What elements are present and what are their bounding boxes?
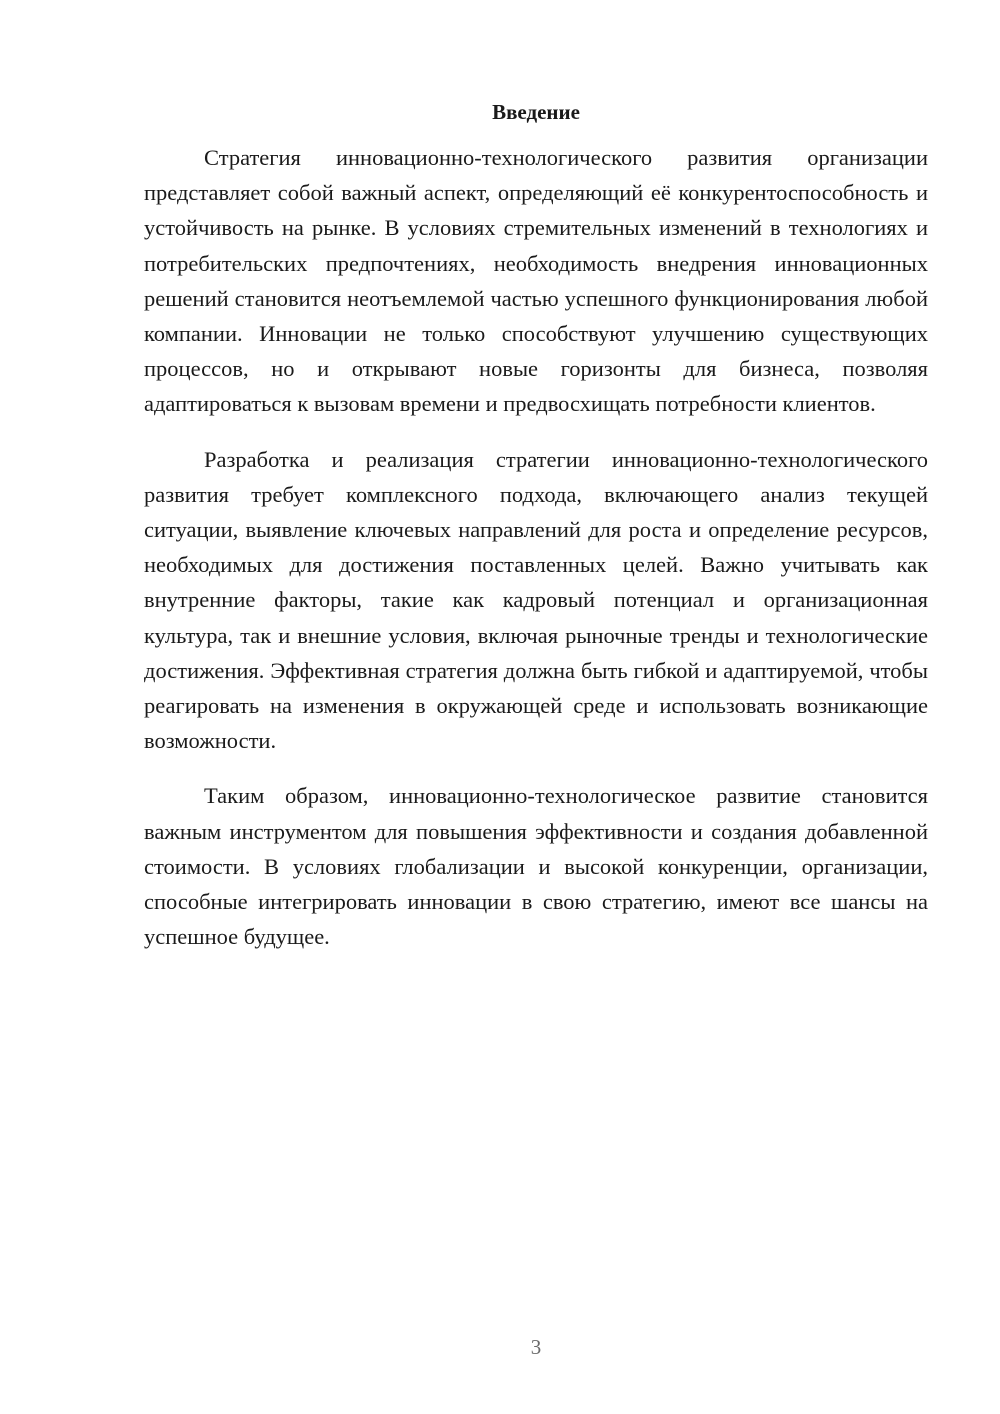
section-heading: Введение <box>492 100 580 124</box>
paragraph-2: Разработка и реализация стратегии инновационно-технологического развития требует комплексного подхода, включающего анализ текущей ситуации, выявление ключевых направлений для роста и определение ресурсов, необходимых для достижения поставленных целей. Важно учитывать как внутренние факторы, такие как кадровый потенциал и организационная культура, так и внешние условия, включая рыночные тренды и технологические достижения. Эффективная стратегия должна быть гибкой и адаптируемой, чтобы реагировать на изменения в окружающей среде и использовать возникающие возможности. <box>144 446 928 754</box>
paragraph-1: Стратегия инновационно-технологического развития организации представляет собой важный аспект, определяющий её конкурентоспособность и устойчивость на рынке. В условиях стремительных изменений в технологиях и потребительских предпочтениях, необходимость внедрения инновационных решений становится неотъемлемой частью успешного функционирования любой компании. Инновации не только способствуют улучшению существующих процессов, но и открывают новые горизонты для бизнеса, позволяя адаптироваться к вызовам времени и предвосхищать потребности клиентов. <box>144 145 928 417</box>
page-number: 3 <box>530 1335 542 1359</box>
body-text <box>144 140 928 954</box>
paragraph-3: Таким образом, инновационно-технологическое развитие становится важным инструментом для повышения эффективности и создания добавленной стоимости. В условиях глобализации и высокой конкуренции, организации, способные интегрировать инновации в свою стратегию, имеют все шансы на успешное будущее. <box>144 783 928 950</box>
